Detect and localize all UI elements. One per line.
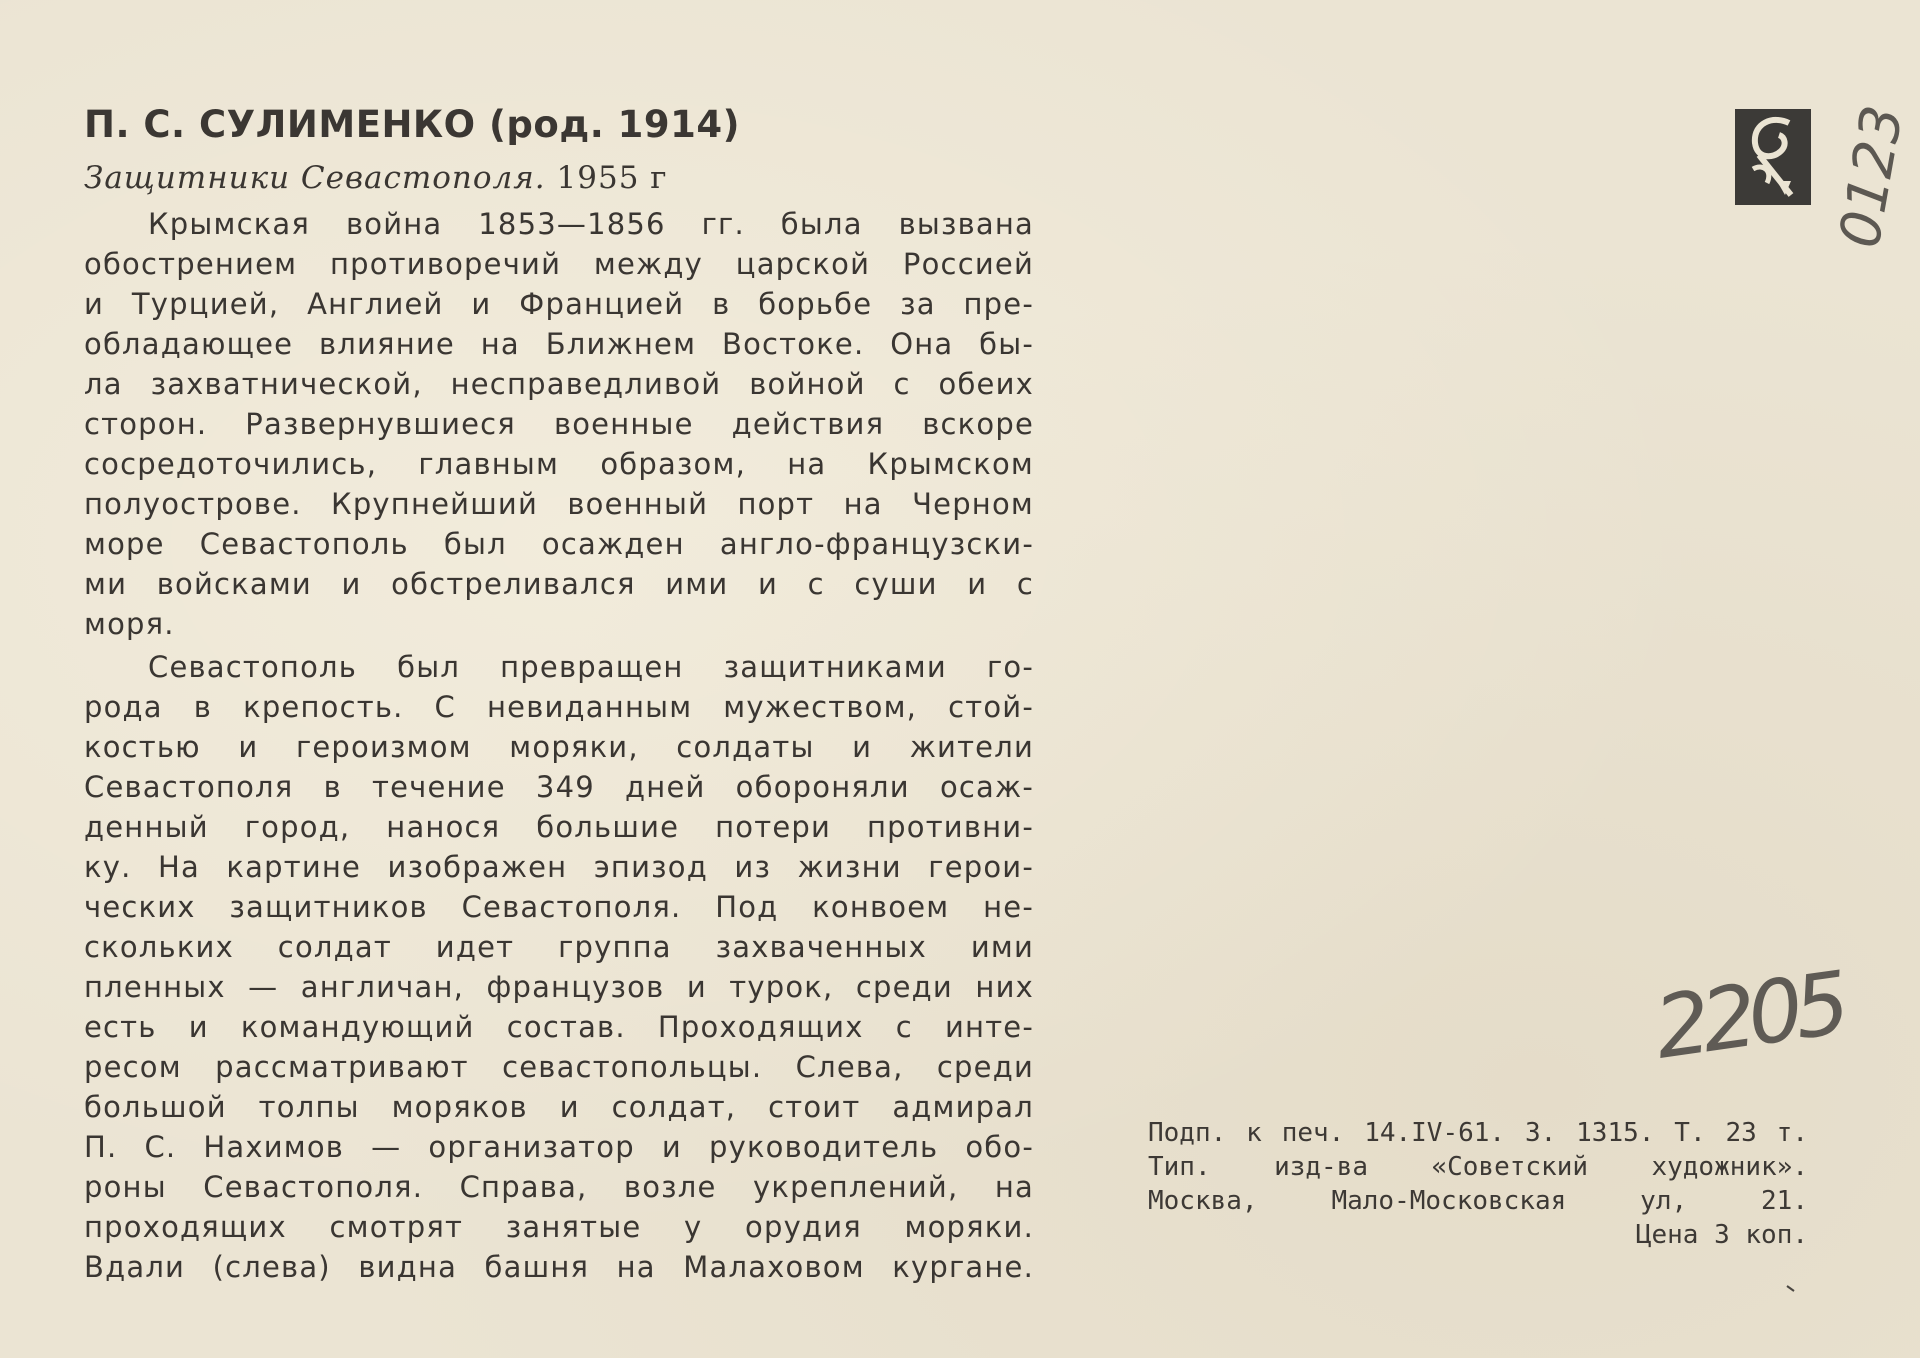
text-line: пленных — англичан, французов и турок, среди них (84, 970, 1034, 1004)
text-line: Крымская война 1853—1856 гг. была вызвана (148, 207, 1034, 241)
artwork-title: Защитники Севастополя. (84, 160, 546, 196)
text-line: ческих защитников Севастополя. Под конвоем не- (84, 890, 1034, 924)
handwritten-catalog-number (1650, 958, 1890, 1078)
text-line: обострением противоречий между царской Россией (84, 247, 1034, 281)
artwork-title-line (84, 152, 1034, 204)
text-line: роны Севастополя. Справа, возле укреплений, на (84, 1170, 1034, 1204)
handwritten-inventory-number (1830, 40, 1920, 300)
paragraph-2 (84, 647, 1034, 1287)
text-line: большой толпы моряков и солдат, стоит адмирал (84, 1090, 1034, 1124)
imprint-print-info: Подп. к печ. 14.IV-61. З. 1315. Т. 23 т. (1148, 1118, 1808, 1148)
artwork-year: 1955 г (556, 160, 668, 196)
description-block (84, 98, 1034, 1287)
imprint-address: Москва, Мало-Московская ул, 21. (1148, 1186, 1808, 1216)
text-line: рода в крепость. С невиданным мужеством, стой- (84, 690, 1034, 724)
text-line: Севастополя в течение 349 дней обороняли осаж- (84, 770, 1034, 804)
text-line: сторон. Развернувшиеся военные действия вскоре (84, 407, 1034, 441)
text-line: сосредоточились, главным образом, на Крымском (84, 447, 1034, 481)
text-line: есть и командующий состав. Проходящих с инте- (84, 1010, 1034, 1044)
text-line: П. С. Нахимов — организатор и руководитель обо- (84, 1130, 1034, 1164)
paragraph-1 (84, 204, 1034, 644)
text-line: и Турцией, Англией и Францией в борьбе за пре- (84, 287, 1034, 321)
text-line: море Севастополь был осажден англо-французски- (84, 527, 1034, 561)
inventory-number-text: 0123 (1830, 100, 1917, 253)
text-line: проходящих смотрят занятые у орудия моряки. (84, 1210, 1034, 1244)
text-line: ми войсками и обстреливался ими и с суши и с (84, 567, 1034, 601)
imprint-printer: Тип. изд-ва «Советский художник». (1148, 1152, 1808, 1182)
imprint-price: Цена 3 коп. (1635, 1220, 1808, 1250)
text-line: полуострове. Крупнейший военный порт на Черном (84, 487, 1034, 521)
imprint-block (1148, 1116, 1808, 1252)
text-line: Севастополь был превращен защитниками го- (148, 650, 1034, 684)
text-line: ресом рассматривают севастопольцы. Слева, среди (84, 1050, 1034, 1084)
text-line: скольких солдат идет группа захваченных ими (84, 930, 1034, 964)
catalog-number-text: 2205 (1650, 958, 1848, 1078)
text-line: костью и героизмом моряки, солдаты и жители (84, 730, 1034, 764)
publisher-monogram-icon (1733, 107, 1813, 207)
text-line: денный город, нанося большие потери противни- (84, 810, 1034, 844)
text-line: моря. (84, 607, 175, 641)
text-line: обладающее влияние на Ближнем Востоке. Она бы- (84, 327, 1034, 361)
ink-mark (1786, 1278, 1796, 1286)
text-line: Вдали (слева) видна башня на Малаховом кургане. (84, 1250, 1034, 1284)
text-line: ку. На картине изображен эпизод из жизни герои- (84, 850, 1034, 884)
text-line: ла захватнической, несправедливой войной с обеих (84, 367, 1034, 401)
author-heading: П. С. СУЛИМЕНКО (род. 1914) (84, 103, 741, 146)
